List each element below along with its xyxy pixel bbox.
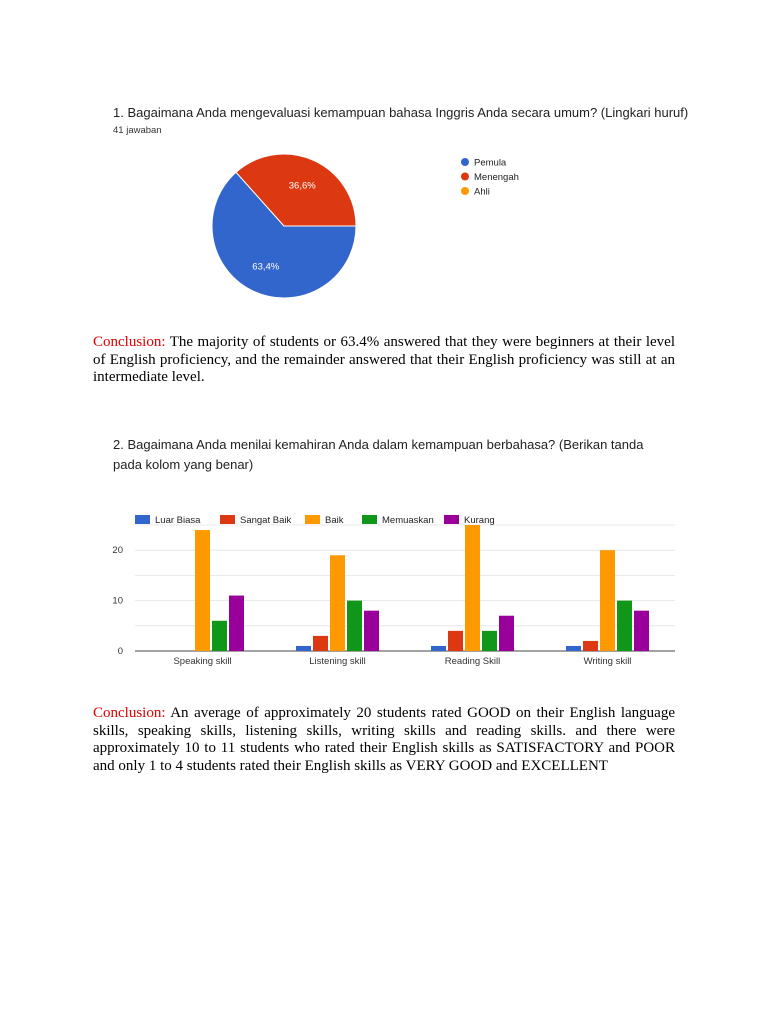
question-2-title: 2. Bagaimana Anda menilai kemahiran Anda dalam kemampuan berbahasa? (Berikan tanda pada kolom yang benar) [113, 437, 644, 472]
pie-legend-dot-menengah [461, 173, 469, 181]
bar [617, 601, 632, 651]
bar [448, 631, 463, 651]
conclusion-1-label: Conclusion: [93, 334, 166, 350]
pie-label-pemula: 63,4% [252, 261, 280, 273]
legend-label: Luar Biasa [155, 515, 201, 526]
bar [296, 646, 311, 651]
bar [499, 616, 514, 651]
x-tick-label: Speaking skill [173, 656, 232, 667]
question-1-title: 1. Bagaimana Anda mengevaluasi kemampuan bahasa Inggris Anda secara umum? (Lingkari huruf) [113, 105, 689, 120]
pie-legend-dot-ahli [461, 187, 469, 195]
legend-label: Baik [325, 515, 344, 526]
conclusion-1 [93, 334, 675, 387]
conclusion-2-label: Conclusion: [93, 705, 166, 721]
bar [465, 525, 480, 651]
y-tick-label: 20 [112, 545, 123, 557]
x-tick-label: Reading Skill [444, 656, 501, 667]
question-1-card [95, 95, 689, 320]
conclusion-2-text: An average of approximately 20 students rated GOOD on their English language skills, speaking skills, listening skills, writing skills and reading skills. and there were approximately 10 to 11 students who rated their English skills as SATISFACTORY and POOR and only 1 to 4 students rated their English skills as VERY GOOD and EXCELLENT [93, 705, 675, 774]
legend-swatch [305, 515, 320, 524]
question-2-card [95, 425, 680, 685]
y-tick-label: 0 [117, 646, 123, 657]
bar [330, 555, 345, 651]
bar [431, 646, 446, 651]
pie-legend-pemula: Pemula [474, 157, 507, 169]
pie-legend-dot-pemula [461, 158, 469, 166]
bar [229, 596, 244, 651]
response-count: 41 jawaban [113, 125, 162, 136]
bar [195, 530, 210, 651]
bar [313, 636, 328, 651]
legend-swatch [362, 515, 377, 524]
legend-label: Sangat Baik [240, 515, 292, 526]
legend-swatch [135, 515, 150, 524]
legend-label: Kurang [464, 515, 495, 526]
bar [482, 631, 497, 651]
pie-label-menengah: 36,6% [288, 180, 316, 192]
legend-swatch [444, 515, 459, 524]
bar [347, 601, 362, 651]
bar [212, 621, 227, 651]
pie-legend-menengah: Menengah [474, 172, 519, 183]
x-tick-label: Listening skill [309, 656, 366, 667]
bar-chart [95, 425, 680, 685]
bar [566, 646, 581, 651]
legend-swatch [220, 515, 235, 524]
pie-chart [95, 95, 675, 320]
conclusion-2 [93, 705, 675, 775]
bar [634, 611, 649, 651]
bar [583, 641, 598, 651]
bar [600, 550, 615, 651]
pie-legend-ahli: Ahli [474, 186, 490, 198]
y-tick-label: 10 [112, 595, 123, 607]
bar [364, 611, 379, 651]
legend-label: Memuaskan [382, 515, 434, 526]
conclusion-1-text: The majority of students or 63.4% answered that they were beginners at their level of English proficiency, and the remainder answered that their English proficiency was still at an intermediate level. [93, 334, 675, 385]
x-tick-label: Writing skill [583, 656, 632, 667]
